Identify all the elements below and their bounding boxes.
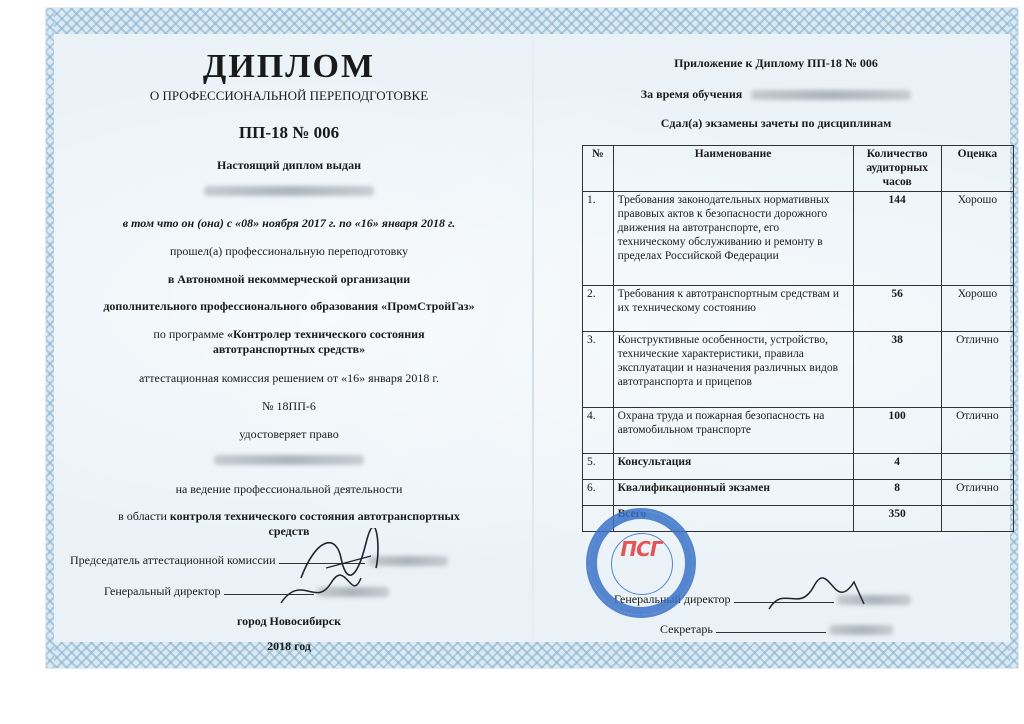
row-name: Консультация — [613, 454, 853, 480]
diploma-subtitle: О ПРОФЕССИОНАЛЬНОЙ ПЕРЕПОДГОТОВКЕ — [149, 88, 429, 103]
total-label: Всего — [613, 506, 853, 532]
recipient-name-redacted — [46, 182, 532, 200]
row-grade: Отлично — [941, 480, 1013, 506]
city: город Новосибирск — [236, 614, 342, 628]
issued-to-label: Настоящий диплом выдан — [216, 158, 362, 172]
field-line-1 — [46, 509, 532, 524]
diploma-document — [46, 8, 1018, 668]
study-time-label: За время обучения — [640, 87, 743, 101]
row-number: 6. — [583, 480, 614, 506]
total-hours: 350 — [853, 506, 941, 532]
activity-text: на ведение профессиональной деятельности — [175, 482, 403, 496]
table-row — [583, 192, 1014, 286]
study-period: в том что он (она) с «08» ноября 2017 г. по «16» января 2018 г. — [122, 216, 456, 230]
left-page — [46, 8, 532, 668]
row-number: 4. — [583, 408, 614, 454]
table-row — [583, 286, 1014, 332]
header-grade: Оценка — [941, 146, 1013, 192]
chair-signature-line — [70, 553, 448, 568]
header-number: № — [583, 146, 614, 192]
organization-line-1: в Автономной некоммерческой организации — [167, 272, 411, 286]
row-name: Конструктивные особенности, устройство, технические характеристики, правила эксплуатации и назначения различных видов автотранспорта и прицепов — [613, 332, 853, 408]
passed-text: прошел(а) профессиональную переподготовку — [169, 244, 409, 258]
right-director-label: Генеральный директор — [614, 592, 731, 606]
row-number: 3. — [583, 332, 614, 408]
row-hours: 100 — [853, 408, 941, 454]
year: 2018 год — [267, 639, 311, 653]
disciplines-table — [582, 145, 1014, 532]
organization-line-2: дополнительного профессионального образования «ПромСтройГаз» — [103, 299, 475, 313]
field-bold-1: контроля технического состояния автотранспортных — [169, 509, 460, 523]
stamp-logo: ПСГ — [620, 537, 662, 561]
field-bold-2: средств — [268, 524, 310, 538]
study-time-line — [534, 87, 1018, 102]
row-hours: 56 — [853, 286, 941, 332]
program-name-1: «Контролер технического состояния — [227, 327, 425, 341]
row-name: Требования законодательных нормативных правовых актов к безопасности дорожного движения на автотранспорте, его техническому обслуживанию и ремонту в пределах Российской Федерации — [613, 192, 853, 286]
header-name: Наименование — [613, 146, 853, 192]
row-hours: 8 — [853, 480, 941, 506]
program-line-1 — [46, 327, 532, 342]
row-hours: 38 — [853, 332, 941, 408]
organization-stamp — [586, 508, 696, 618]
table-row — [583, 332, 1014, 408]
table-row — [583, 408, 1014, 454]
row-number: 2. — [583, 286, 614, 332]
exams-caption: Сдал(а) экзамены зачеты по дисциплинам — [660, 116, 892, 130]
row-grade: Хорошо — [941, 286, 1013, 332]
director-label: Генеральный директор — [104, 584, 221, 598]
row-name: Требования к автотранспортным средствам и их техническому состоянию — [613, 286, 853, 332]
row-hours: 144 — [853, 192, 941, 286]
protocol-number: № 18ПП-6 — [262, 399, 316, 413]
program-name-2: автотранспортных средств» — [212, 342, 366, 356]
header-hours: Количество аудиторных часов — [853, 146, 941, 192]
commission-decision: аттестационная комиссия решением от «16» января 2018 г. — [139, 371, 439, 385]
chair-label: Председатель аттестационной комиссии — [70, 553, 276, 567]
row-number: 1. — [583, 192, 614, 286]
row-name: Квалификационный экзамен — [613, 480, 853, 506]
row-grade: Отлично — [941, 408, 1013, 454]
appendix-title: Приложение к Диплому ПП-18 № 006 — [674, 56, 878, 70]
row-hours: 4 — [853, 454, 941, 480]
table-row — [583, 454, 1014, 480]
diploma-title: ДИПЛОМ — [202, 48, 376, 85]
row-grade: Хорошо — [941, 192, 1013, 286]
program-prefix: по программе — [153, 327, 225, 341]
right-director-signature-icon — [764, 574, 874, 624]
row-name: Охрана труда и пожарная безопасность на автомобильном транспорте — [613, 408, 853, 454]
row-grade: Отлично — [941, 332, 1013, 408]
row-grade — [941, 454, 1013, 480]
director-signature-icon — [276, 568, 366, 618]
secretary-label: Секретарь — [660, 622, 713, 636]
field-prefix: в области — [118, 509, 167, 523]
holder-name-redacted — [46, 451, 532, 469]
table-header-row — [583, 146, 1014, 192]
table-row — [583, 480, 1014, 506]
certifies-text: удостоверяет право — [239, 427, 339, 441]
secretary-signature-line — [660, 622, 893, 637]
row-number: 5. — [583, 454, 614, 480]
diploma-number: ПП-18 № 006 — [238, 123, 340, 142]
